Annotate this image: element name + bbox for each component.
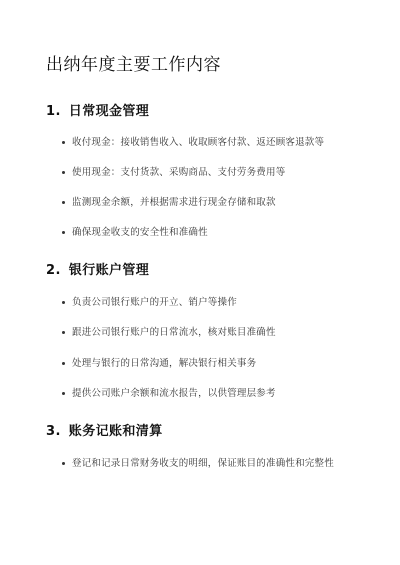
list-item	[62, 134, 362, 151]
list-item	[62, 224, 362, 241]
bullet-icon	[62, 462, 65, 465]
page-title: 出纳年度主要工作内容	[46, 55, 221, 75]
list-item	[62, 164, 362, 181]
section-number: 1.	[46, 104, 61, 119]
section-heading-accounting	[46, 420, 163, 439]
section-title: 银行账户管理	[68, 263, 150, 278]
list-item-text: 跟进公司银行账户的日常流水，核对账目准确性	[72, 327, 276, 338]
section-heading-cash-management	[46, 100, 149, 119]
list-item-text: 提供公司账户余额和流水报告，以供管理层参考	[72, 388, 276, 399]
list-item-text: 使用现金：支付货款、采购商品、支付劳务费用等	[72, 167, 286, 178]
list-item	[62, 455, 352, 472]
section-number: 2.	[46, 263, 61, 278]
list-item	[62, 355, 362, 372]
list-item	[62, 385, 362, 402]
section-heading-bank-account	[46, 259, 149, 278]
list-item	[62, 194, 362, 211]
list-item-text: 登记和记录日常财务收支的明细，保证账目的准确性和完整性	[72, 458, 334, 469]
list-item	[62, 324, 362, 341]
bullet-icon	[62, 201, 65, 204]
bullet-icon	[62, 392, 65, 395]
bullet-icon	[62, 231, 65, 234]
bullet-icon	[62, 301, 65, 304]
section-title: 账务记账和清算	[68, 424, 163, 439]
list-item	[62, 294, 362, 311]
list-item-text: 确保现金收支的安全性和准确性	[72, 227, 208, 238]
list-item-text: 收付现金：接收销售收入、收取顾客付款、返还顾客退款等	[72, 137, 325, 148]
list-item-text: 负责公司银行账户的开立、销户等操作	[72, 297, 237, 308]
section-title: 日常现金管理	[68, 104, 150, 119]
bullet-icon	[62, 362, 65, 365]
bullet-icon	[62, 171, 65, 174]
list-item-text: 处理与银行的日常沟通，解决银行相关事务	[72, 358, 257, 369]
list-item-text: 监测现金余额，并根据需求进行现金存储和取款	[72, 197, 276, 208]
bullet-icon	[62, 141, 65, 144]
bullet-icon	[62, 331, 65, 334]
section-number: 3.	[46, 424, 61, 439]
